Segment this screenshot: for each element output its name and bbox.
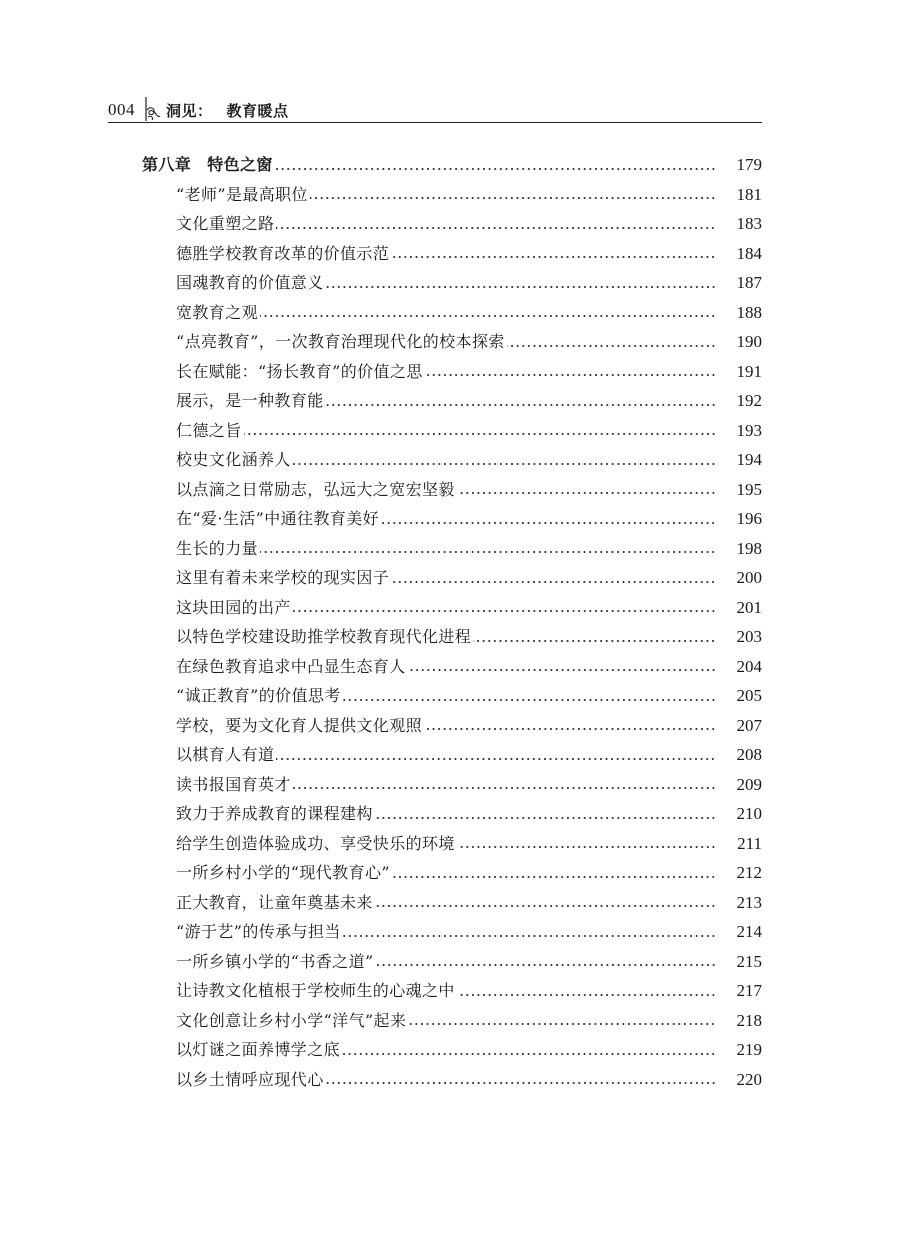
dot-leader [244,432,716,436]
toc-entry-page-number: 207 [736,715,762,735]
toc-entry-page-number: 220 [736,1069,762,1089]
toc-entry-page-number: 215 [736,951,762,971]
toc-entry-title: 让诗教文化植根于学校师生的心魂之中 [176,981,455,1000]
dot-leader [326,1081,716,1085]
toc-entry-title: 宽教育之观 [176,302,259,322]
chapter-number: 第八章 [142,155,192,174]
toc-entry-title: 校史文化涵养人 [176,450,291,469]
dot-leader [392,875,716,879]
toc-entry-page-number: 191 [736,361,762,381]
dot-leader [424,727,716,731]
dot-leader [276,226,716,230]
toc-entry-title: 德胜学校教育改革的价值示范 [176,243,390,263]
toc-entry-title: 生长的力量 [176,538,259,558]
dot-leader [293,462,716,466]
book-title-part2: 教育暖点 [226,102,289,120]
dot-leader [342,1052,716,1056]
toc-entry-title: 在“爱·生活”中通往教育美好 [176,509,380,528]
toc-entry-title: 致力于养成教育的课程建构 [176,804,373,823]
toc-entry-page-number: 204 [736,656,762,676]
toc-entry-page-number: 193 [736,420,762,440]
dot-leader [381,521,716,525]
page-number: 004 [108,100,135,119]
toc-entry[interactable] [142,622,762,652]
dot-leader [408,1022,716,1026]
toc-entry-title: 以棋育人有道 [176,745,275,764]
toc-entry-title: 读书报国育英才 [176,774,291,794]
toc-entry-page-number: 218 [736,1010,762,1030]
dot-leader [375,904,716,908]
toc-entry[interactable] [142,917,762,947]
toc-entry-page-number: 213 [736,892,762,912]
toc-entry[interactable] [142,357,762,387]
chapter-page-number: 179 [736,155,762,174]
toc-entry[interactable] [142,858,762,888]
toc-entry-title: 一所乡村小学的“现代教育心” [176,863,390,882]
toc-entry-title: 以灯谜之面养博学之底 [176,1040,341,1059]
toc-entry-title: “游于艺”的传承与担当 [176,922,341,941]
dot-leader [343,934,716,938]
dot-leader [473,639,716,643]
toc-entry-title: 仁德之旨 [176,420,242,440]
dot-leader [326,285,716,289]
toc-entry-page-number: 190 [736,332,762,351]
dot-leader [391,580,716,584]
dot-leader [457,845,716,849]
toc-entry-page-number: 181 [736,184,762,204]
running-header [108,94,762,124]
toc-entry-title: 这块田园的出产 [176,597,291,617]
toc-entry-page-number: 217 [736,981,762,1000]
toc-entry[interactable] [142,593,762,623]
toc-entry[interactable] [142,1065,762,1095]
toc-entry-page-number: 192 [736,391,762,410]
toc-entry[interactable] [142,563,762,593]
toc-entry[interactable] [142,1035,762,1065]
dot-leader [457,993,716,997]
dot-leader [293,609,716,613]
dot-leader [343,698,716,702]
dot-leader [375,816,716,820]
toc-entry-title: 国魂教育的价值意义 [176,273,324,292]
toc-entry-page-number: 183 [736,214,762,233]
toc-entry-title: 正大教育，让童年奠基未来 [176,892,373,912]
toc-entry-page-number: 212 [736,863,762,882]
toc-entry-page-number: 195 [736,479,762,499]
toc-entry[interactable] [142,209,762,239]
toc-entry-page-number: 210 [736,804,762,823]
toc-entry[interactable] [142,239,762,269]
book-title-part1: 洞见： [166,102,213,120]
toc-entry[interactable] [142,888,762,918]
toc-entry[interactable] [142,740,762,770]
toc-chapter-heading[interactable] [142,150,762,180]
toc-entry-page-number: 188 [736,302,762,322]
header-divider [108,122,762,123]
toc-entry[interactable] [142,652,762,682]
toc-entry[interactable] [142,180,762,210]
toc-entry[interactable] [142,534,762,564]
toc-entry-page-number: 184 [736,243,762,263]
toc-entry-page-number: 187 [736,273,762,292]
toc-entry-title: 文化重塑之路 [176,214,275,233]
toc-entry-page-number: 209 [736,774,762,794]
toc-entry[interactable] [142,829,762,859]
dot-leader [425,373,716,377]
toc-entry[interactable] [142,327,762,357]
book-title [166,100,289,121]
toc-entry[interactable] [142,976,762,1006]
toc-entry-title: 学校，要为文化育人提供文化观照 [176,715,423,735]
chapter-label [142,150,273,180]
chapter-title: 特色之窗 [207,155,273,174]
dot-leader [260,314,716,318]
dot-leader [507,344,716,348]
toc-entry[interactable] [142,445,762,475]
dot-leader [391,255,716,259]
toc-entry-title: “点亮教育”，一次教育治理现代化的校本探索 [176,332,505,351]
dot-leader [276,757,716,761]
toc-entry-title: 以乡土情呼应现代心 [176,1069,324,1089]
toc-entry-title: 这里有着未来学校的现实因子 [176,568,390,587]
dot-leader [408,668,716,672]
dot-leader [275,167,716,171]
toc-entry-page-number: 205 [736,686,762,705]
toc-entry-page-number: 211 [737,833,762,853]
dot-leader [326,403,716,407]
toc-entry-page-number: 194 [736,450,762,469]
toc-entry-title: “诚正教育”的价值思考 [176,686,341,705]
toc-entry[interactable] [142,386,762,416]
toc-entry[interactable] [142,799,762,829]
toc-entry-title: 给学生创造体验成功、享受快乐的环境 [176,833,455,853]
toc-entry-page-number: 198 [736,538,762,558]
toc-entry[interactable] [142,475,762,505]
dot-leader [260,550,716,554]
toc-entry[interactable] [142,416,762,446]
toc-entry-title: 文化创意让乡村小学“洋气”起来 [176,1010,407,1030]
toc-entry[interactable] [142,770,762,800]
toc-entry[interactable] [142,1006,762,1036]
toc-entry-page-number: 203 [736,627,762,646]
toc-entry-title: 长在赋能：“扬长教育”的价值之思 [176,361,423,381]
toc-entry-title: 以点滴之日常励志，弘远大之宽宏坚毅 [176,479,455,499]
table-of-contents [142,150,762,1094]
toc-entry-title: 以特色学校建设助推学校教育现代化进程 [176,627,472,646]
dot-leader [293,786,716,790]
toc-entry-page-number: 214 [736,922,762,941]
toc-entry[interactable] [142,504,762,534]
toc-entry[interactable] [142,711,762,741]
toc-entry-page-number: 208 [736,745,762,764]
toc-entry[interactable] [142,681,762,711]
dot-leader [457,491,716,495]
pen-nib-ornament-icon [143,96,161,122]
toc-entry-title: 一所乡镇小学的“书香之道” [176,951,374,971]
toc-entry-title: 展示，是一种教育能 [176,391,324,410]
toc-entry-page-number: 200 [736,568,762,587]
toc-entry[interactable] [142,947,762,977]
toc-entry-page-number: 201 [736,597,762,617]
toc-entry[interactable] [142,268,762,298]
toc-entry[interactable] [142,298,762,328]
toc-entry-title: 在绿色教育追求中凸显生态育人 [176,656,406,676]
toc-entry-page-number: 196 [736,509,762,528]
dot-leader [376,963,716,967]
dot-leader [310,196,716,200]
toc-entry-page-number: 219 [736,1040,762,1059]
toc-entry-title: “老师”是最高职位 [176,184,308,204]
